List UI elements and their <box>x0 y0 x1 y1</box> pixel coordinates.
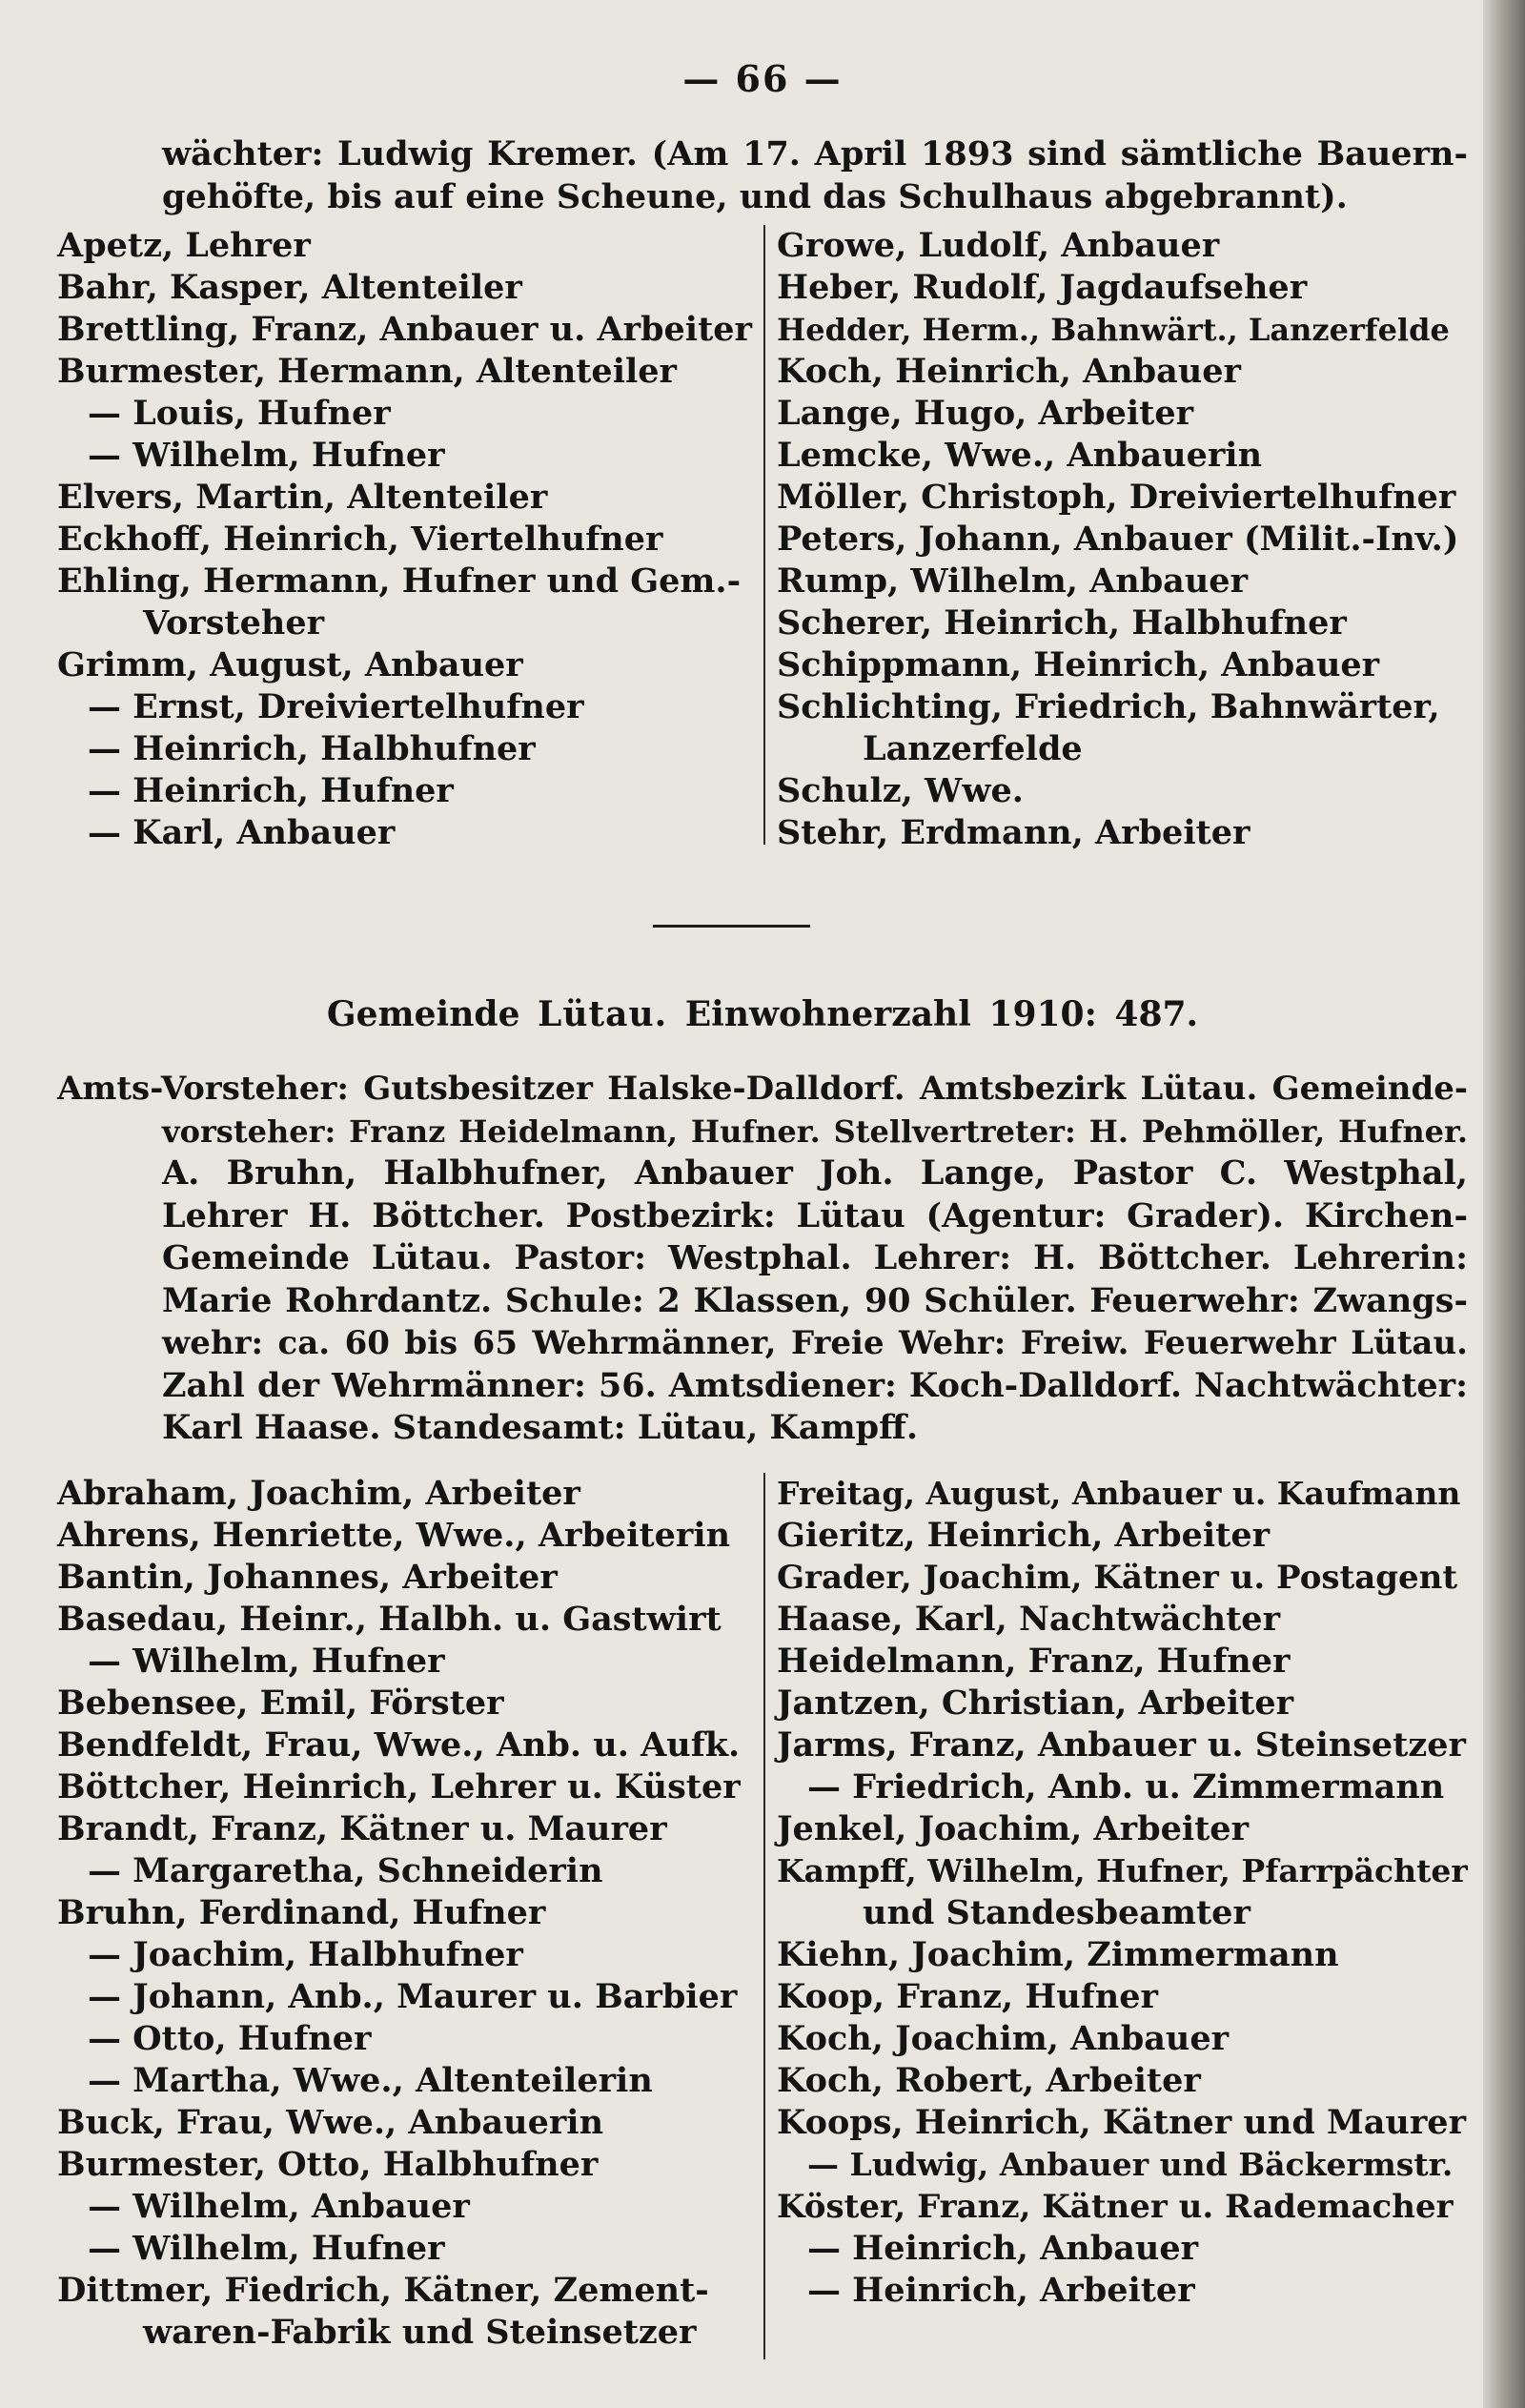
resident-entry: — Wilhelm, Hufner <box>88 1642 445 1681</box>
paragraph-line: Karl Haase. Standesamt: Lütau, Kampff. <box>162 1408 919 1447</box>
heading-prefix: Gemeinde <box>326 994 520 1034</box>
resident-entry: Jenkel, Joachim, Arbeiter <box>777 1809 1250 1848</box>
resident-entry: Burmester, Hermann, Altenteiler <box>57 352 677 391</box>
resident-entry: und Standesbeamter <box>863 1893 1250 1932</box>
resident-entry: — Heinrich, Halbhufner <box>88 729 536 768</box>
resident-entry: Rump, Wilhelm, Anbauer <box>777 561 1249 601</box>
resident-entry: Schippmann, Heinrich, Anbauer <box>777 645 1380 684</box>
resident-entry: — Joachim, Halbhufner <box>88 1935 523 1974</box>
paragraph-line: Amts-Vorsteher: Gutsbesitzer Halske-Dalldorf. Amtsbezirk Lütau. Gemeinde- <box>57 1070 1468 1108</box>
resident-entry: Ahrens, Henriette, Wwe., Arbeiterin <box>57 1516 731 1555</box>
resident-entry: — Margaretha, Schneiderin <box>88 1851 603 1890</box>
resident-entry: Brandt, Franz, Kätner u. Maurer <box>57 1809 667 1848</box>
resident-entry: Koch, Heinrich, Anbauer <box>777 352 1241 391</box>
resident-entry: Lanzerfelde <box>863 729 1083 768</box>
residents-column-right <box>777 1473 1468 2312</box>
resident-entry: Stehr, Erdmann, Arbeiter <box>777 813 1250 852</box>
resident-entry: Schlichting, Friedrich, Bahnwärter, <box>777 687 1440 726</box>
resident-entry: Gieritz, Heinrich, Arbeiter <box>777 1516 1271 1555</box>
residents-column-right <box>777 225 1468 854</box>
resident-entry: — Wilhelm, Anbauer <box>88 2187 470 2226</box>
resident-entry: Haase, Karl, Nachtwächter <box>777 1600 1281 1639</box>
residents-column-left <box>57 1473 753 2354</box>
resident-entry: Grimm, August, Anbauer <box>57 645 523 684</box>
resident-entry: — Heinrich, Anbauer <box>807 2229 1199 2268</box>
book-spine-shadow <box>1483 0 1525 2408</box>
resident-entry: — Wilhelm, Hufner <box>88 2229 445 2268</box>
resident-entry: Möller, Christoph, Dreiviertelhufner <box>777 478 1456 517</box>
resident-entry: Bahr, Kasper, Altenteiler <box>57 268 522 307</box>
paragraph-line: Zahl der Wehrmänner: 56. Amtsdiener: Koch-Dalldorf. Nachtwächter: <box>162 1365 1468 1405</box>
resident-entry: — Ludwig, Anbauer und Bäckermstr. <box>807 2146 1454 2183</box>
resident-entry: — Heinrich, Arbeiter <box>807 2271 1195 2310</box>
resident-entry: — Heinrich, Hufner <box>88 771 454 810</box>
section-heading <box>57 994 1468 1034</box>
resident-entry: Schulz, Wwe. <box>777 771 1024 810</box>
resident-entry: Bantin, Johannes, Arbeiter <box>57 1558 558 1597</box>
paragraph-line: wächter: Ludwig Kremer. (Am 17. April 1893 sind sämtliche Bauern- <box>162 134 1468 173</box>
resident-entry: Jarms, Franz, Anbauer u. Steinsetzer <box>777 1725 1466 1765</box>
document-page <box>57 38 1468 2383</box>
resident-entry: Peters, Johann, Anbauer (Milit.-Inv.) <box>777 520 1459 559</box>
resident-entry: — Otto, Hufner <box>88 2019 372 2058</box>
resident-entry: — Karl, Anbauer <box>88 813 396 852</box>
column-divider <box>763 225 765 845</box>
paragraph-line: A. Bruhn, Halbhufner, Anbauer Joh. Lange, Pastor C. Westphal, <box>162 1153 1468 1193</box>
resident-entry: Elvers, Martin, Altenteiler <box>57 478 548 517</box>
residents-list-top <box>57 225 1468 854</box>
resident-entry: Koops, Heinrich, Kätner und Maurer <box>777 2103 1467 2142</box>
resident-entry: Abraham, Joachim, Arbeiter <box>57 1474 580 1513</box>
paragraph-line: Marie Rohrdantz. Schule: 2 Klassen, 90 Schüler. Feuerwehr: Zwangs- <box>162 1280 1468 1320</box>
paragraph-line: Gemeinde Lütau. Pastor: Westphal. Lehrer: H. Böttcher. Lehrerin: <box>162 1238 1468 1277</box>
resident-entry: Köster, Franz, Kätner u. Rademacher <box>777 2188 1454 2226</box>
heading-place: Lütau. <box>538 994 668 1034</box>
resident-entry: Burmester, Otto, Halbhufner <box>57 2145 599 2184</box>
resident-entry: Freitag, August, Anbauer u. Kaufmann <box>777 1475 1461 1512</box>
resident-entry: waren-Fabrik und Steinsetzer <box>143 2313 697 2352</box>
page-number: — 66 — <box>682 57 843 100</box>
resident-entry: — Martha, Wwe., Altenteilerin <box>88 2061 653 2100</box>
intro-paragraph <box>57 133 1468 218</box>
paragraph-line: vorsteher: Franz Heidelmann, Hufner. Stellvertreter: H. Pehmöller, Hufner. <box>162 1112 1468 1150</box>
residents-list-luetau <box>57 1473 1468 2369</box>
resident-entry: — Johann, Anb., Maurer u. Barbier <box>88 1977 738 2016</box>
resident-entry: Kampff, Wilhelm, Hufner, Pfarrpächter <box>777 1852 1468 1889</box>
resident-entry: — Ernst, Dreiviertelhufner <box>88 687 584 726</box>
resident-entry: Ehling, Hermann, Hufner und Gem.- <box>57 561 742 601</box>
resident-entry: Scherer, Heinrich, Halbhufner <box>777 603 1347 643</box>
resident-entry: Jantzen, Christian, Arbeiter <box>777 1684 1294 1723</box>
municipality-info-paragraph <box>57 1068 1468 1450</box>
resident-entry: — Friedrich, Anb. u. Zimmermann <box>807 1767 1445 1806</box>
resident-entry: Bendfeldt, Frau, Wwe., Anb. u. Aufk. <box>57 1725 741 1765</box>
paragraph-line: wehr: ca. 60 bis 65 Wehrmänner, Freie Wehr: Freiw. Feuerwehr Lütau. <box>162 1324 1468 1362</box>
resident-entry: Lemcke, Wwe., Anbauerin <box>777 436 1263 475</box>
resident-entry: Bruhn, Ferdinand, Hufner <box>57 1893 546 1932</box>
resident-entry: Koch, Joachim, Anbauer <box>777 2019 1230 2058</box>
resident-entry: Koop, Franz, Hufner <box>777 1977 1158 2016</box>
resident-entry: Böttcher, Heinrich, Lehrer u. Küster <box>57 1767 741 1806</box>
heading-population: Einwohnerzahl 1910: 487. <box>684 994 1199 1034</box>
resident-entry: — Louis, Hufner <box>88 394 391 433</box>
resident-entry: Vorsteher <box>143 603 325 643</box>
paragraph-line: Lehrer H. Böttcher. Postbezirk: Lütau (Agentur: Grader). Kirchen- <box>162 1195 1468 1235</box>
resident-entry: Koch, Robert, Arbeiter <box>777 2061 1201 2100</box>
resident-entry: Eckhoff, Heinrich, Viertelhufner <box>57 520 663 559</box>
resident-entry: Brettling, Franz, Anbauer u. Arbeiter <box>57 310 752 349</box>
resident-entry: Grader, Joachim, Kätner u. Postagent <box>777 1559 1458 1597</box>
residents-column-left <box>57 225 753 854</box>
resident-entry: Kiehn, Joachim, Zimmermann <box>777 1935 1339 1974</box>
resident-entry: Heber, Rudolf, Jagdaufseher <box>777 268 1308 307</box>
resident-entry: Buck, Frau, Wwe., Anbauerin <box>57 2103 604 2142</box>
resident-entry: Bebensee, Emil, Förster <box>57 1684 504 1723</box>
resident-entry: Lange, Hugo, Arbeiter <box>777 394 1194 433</box>
resident-entry: Basedau, Heinr., Halbh. u. Gastwirt <box>57 1600 722 1639</box>
resident-entry: — Wilhelm, Hufner <box>88 436 445 475</box>
resident-entry: Dittmer, Fiedrich, Kätner, Zement- <box>57 2271 709 2310</box>
resident-entry: Growe, Ludolf, Anbauer <box>777 226 1220 265</box>
column-divider <box>763 1473 765 2359</box>
resident-entry: Hedder, Herm., Bahnwärt., Lanzerfelde <box>777 312 1450 348</box>
section-rule <box>653 925 810 928</box>
paragraph-line: gehöfte, bis auf eine Scheune, und das Schulhaus abgebrannt). <box>162 176 1348 216</box>
resident-entry: Apetz, Lehrer <box>57 226 311 265</box>
resident-entry: Heidelmann, Franz, Hufner <box>777 1642 1291 1681</box>
